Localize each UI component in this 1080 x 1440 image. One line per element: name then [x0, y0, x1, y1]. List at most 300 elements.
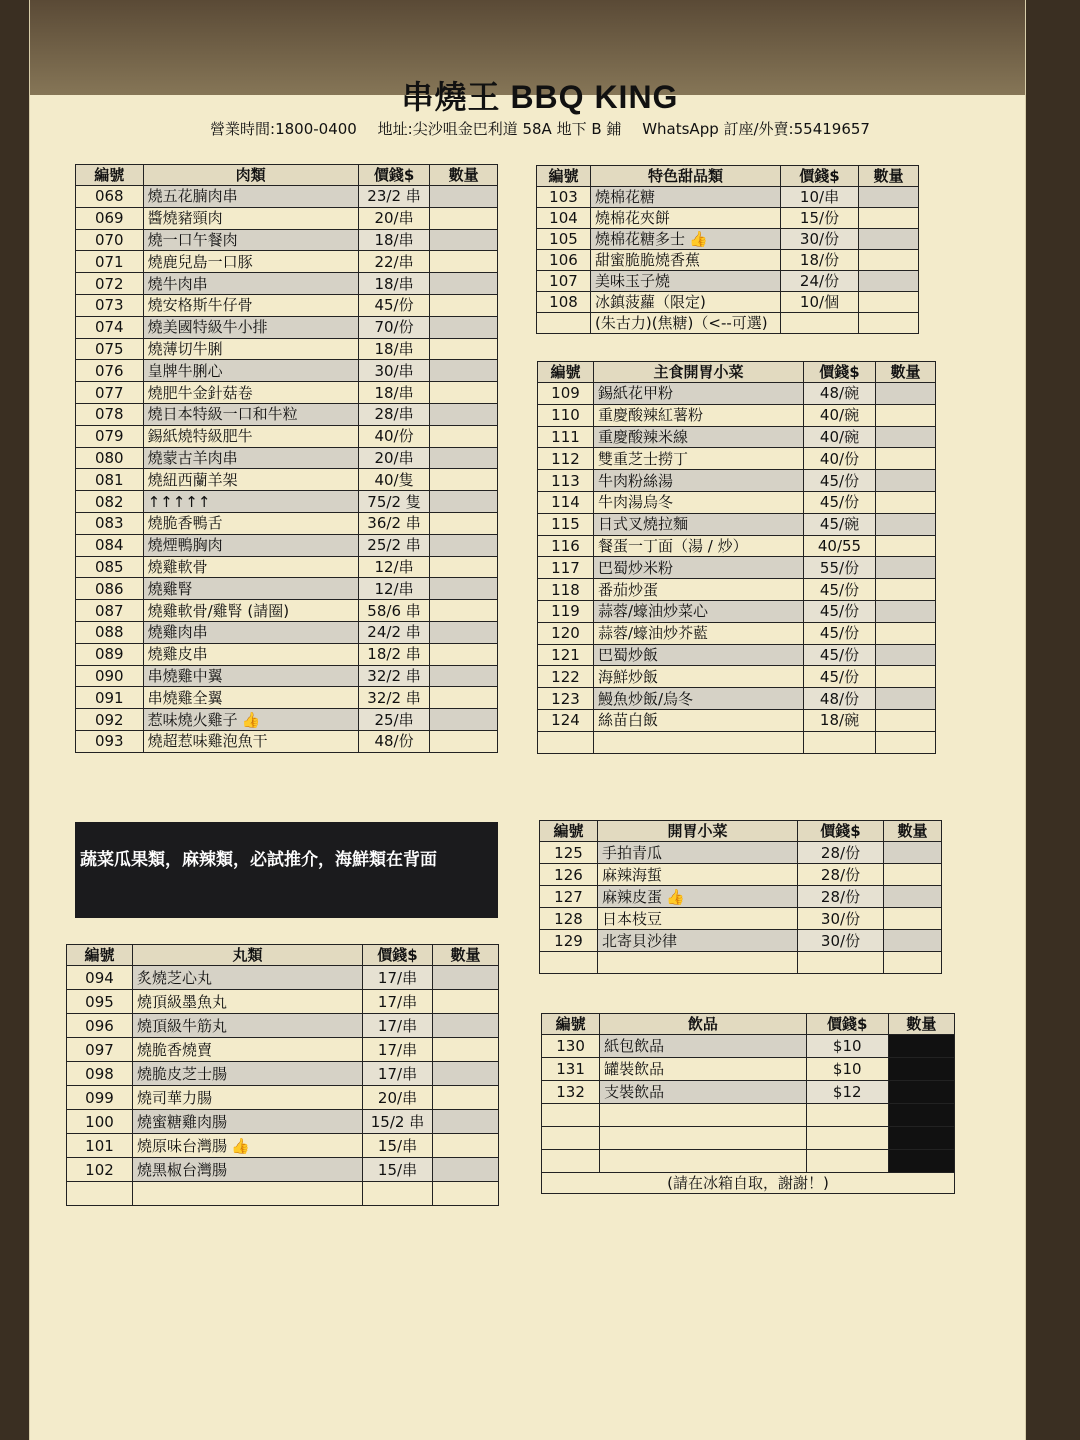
- drinks-footer-note: (請在冰箱自取，謝謝！): [542, 1173, 955, 1194]
- item-name: [133, 966, 363, 990]
- menu-row: [76, 229, 498, 251]
- item-name-text: 燒原味台灣腸: [137, 1136, 228, 1155]
- item-price-text: 15/串: [377, 1160, 418, 1179]
- item-name-text: 燒美國特級牛小排: [147, 318, 268, 337]
- item-number: [67, 1062, 133, 1086]
- item-price-text: 58/6 串: [367, 601, 421, 620]
- item-price-text: 36/2 串: [367, 514, 421, 533]
- item-name-text: ↑↑↑↑↑: [147, 492, 211, 511]
- item-qty: [884, 952, 942, 974]
- item-name: [594, 426, 804, 448]
- item-qty: [430, 730, 498, 752]
- item-qty: [876, 491, 936, 513]
- item-number: [542, 1058, 600, 1081]
- item-price: [358, 469, 430, 491]
- item-number: [540, 842, 598, 864]
- item-price: [358, 534, 430, 556]
- item-price-text: 17/串: [377, 992, 418, 1011]
- opening-hours: 營業時間:1800-0400: [210, 120, 357, 138]
- item-name-text: 燒日本特級一口和牛粒: [147, 405, 298, 424]
- item-number-text: 100: [85, 1112, 114, 1131]
- item-name-text: 燒超惹味雞泡魚干: [147, 732, 268, 751]
- col-price: 價錢$: [781, 166, 859, 187]
- item-number-text: 123: [551, 689, 580, 708]
- item-number-text: 084: [94, 536, 124, 555]
- item-price-text: 10/串: [799, 188, 840, 206]
- item-price: [358, 403, 430, 425]
- item-price-text: 45/份: [819, 580, 860, 599]
- item-qty: [876, 404, 936, 426]
- menu-row: [76, 621, 498, 643]
- item-number: [538, 557, 594, 579]
- item-price: [358, 338, 430, 360]
- item-number: [542, 1150, 600, 1173]
- menu-row: [67, 1110, 499, 1134]
- item-name: [594, 600, 804, 622]
- section-title: 肉類: [143, 165, 358, 186]
- item-name: [143, 491, 358, 513]
- section-title: 特色甜品類: [591, 166, 781, 187]
- menu-row: [538, 579, 936, 601]
- item-qty: [433, 1062, 499, 1086]
- menu-row: [76, 556, 498, 578]
- item-qty: [430, 229, 498, 251]
- item-number: [538, 426, 594, 448]
- item-price-text: 17/串: [377, 968, 418, 987]
- item-name: [143, 534, 358, 556]
- item-name-text: 日本枝豆: [602, 909, 663, 928]
- item-name: [143, 730, 358, 752]
- item-qty: [430, 382, 498, 404]
- item-name-text: 錫紙花甲粉: [598, 384, 674, 403]
- meat-table: [75, 164, 498, 753]
- item-price: [781, 271, 859, 292]
- item-number: [67, 1014, 133, 1038]
- restaurant-title: 串燒王 BBQ KING: [401, 79, 679, 115]
- item-number-text: 117: [551, 558, 580, 577]
- item-price: [781, 208, 859, 229]
- thumbs-up-icon: 👍: [241, 710, 261, 729]
- item-number: [67, 1038, 133, 1062]
- item-price: [804, 426, 876, 448]
- item-qty: [888, 1058, 954, 1081]
- item-price-text: 48/碗: [819, 384, 860, 403]
- item-price-text: 45/份: [374, 296, 414, 315]
- item-name: [600, 1081, 807, 1104]
- col-qty: 數量: [433, 945, 499, 966]
- item-name-text: 燒肥牛金針菇卷: [147, 383, 253, 402]
- menu-row: [542, 1150, 955, 1173]
- item-number: [76, 709, 144, 731]
- menu-row: [76, 578, 498, 600]
- item-price-text: 45/碗: [819, 515, 860, 534]
- item-number-text: 131: [556, 1060, 585, 1078]
- item-price-text: 45/份: [819, 493, 860, 512]
- item-qty: [859, 313, 919, 334]
- item-name: [598, 842, 798, 864]
- item-price: [358, 229, 430, 251]
- item-number: [76, 294, 144, 316]
- menu-row: [542, 1058, 955, 1081]
- item-number-text: 127: [554, 887, 583, 906]
- col-no: 編號: [76, 165, 144, 186]
- item-number: [538, 622, 594, 644]
- menu-row: [76, 273, 498, 295]
- menu-row: [540, 864, 942, 886]
- item-price: [798, 908, 884, 930]
- col-no: 編號: [67, 945, 133, 966]
- col-qty: 數量: [884, 821, 942, 842]
- item-price: [804, 666, 876, 688]
- item-name: [133, 1182, 363, 1206]
- item-price: [358, 186, 430, 208]
- item-qty: [859, 229, 919, 250]
- item-number-text: 070: [94, 230, 124, 249]
- item-number: [538, 448, 594, 470]
- item-price: [798, 886, 884, 908]
- item-price: [358, 425, 430, 447]
- address: 地址:尖沙咀金巴利道 58A 地下 B 鋪: [377, 120, 622, 138]
- item-number-text: 110: [551, 406, 580, 425]
- item-price: [363, 1038, 433, 1062]
- item-number-text: 068: [94, 187, 124, 206]
- item-price: [804, 404, 876, 426]
- item-name-text: 燒一口午餐肉: [147, 230, 238, 249]
- menu-row: [538, 535, 936, 557]
- item-number: [67, 990, 133, 1014]
- item-name: [143, 709, 358, 731]
- item-qty: [430, 621, 498, 643]
- item-qty: [433, 1182, 499, 1206]
- item-name: [594, 688, 804, 710]
- item-price-text: 23/2 串: [367, 187, 421, 206]
- item-price: [358, 273, 430, 295]
- item-name: [143, 294, 358, 316]
- item-qty: [430, 665, 498, 687]
- item-number-text: 124: [551, 711, 580, 730]
- item-name: [133, 1110, 363, 1134]
- menu-row: [537, 313, 919, 334]
- item-qty: [859, 187, 919, 208]
- item-name-text: 燒雞肉串: [147, 623, 208, 642]
- item-name: [591, 292, 781, 313]
- thumbs-up-icon: 👍: [666, 887, 685, 906]
- item-name-text: 燒五花腩肉串: [147, 187, 238, 206]
- item-price-text: 18/串: [374, 274, 414, 293]
- item-price: [804, 622, 876, 644]
- item-number-text: 125: [554, 843, 583, 862]
- item-price-text: 28/份: [820, 843, 861, 862]
- item-number: [537, 292, 591, 313]
- item-price-text: 24/份: [799, 272, 840, 290]
- item-name: [594, 535, 804, 557]
- item-price: [358, 207, 430, 229]
- item-price-text: 28/份: [820, 887, 861, 906]
- col-price: 價錢$: [806, 1014, 888, 1035]
- item-number-text: 121: [551, 645, 580, 664]
- item-number-text: 098: [85, 1064, 114, 1083]
- item-price-text: 30/份: [820, 909, 861, 928]
- item-number: [76, 469, 144, 491]
- item-qty: [433, 1014, 499, 1038]
- item-name-text: 燒雞軟骨: [147, 557, 208, 576]
- item-price-text: 28/串: [374, 405, 414, 424]
- item-name: [143, 360, 358, 382]
- item-name: [600, 1150, 807, 1173]
- menu-row: [76, 338, 498, 360]
- menu-row: [67, 1134, 499, 1158]
- item-number-text: 088: [94, 623, 124, 642]
- item-qty: [430, 294, 498, 316]
- item-name: [143, 425, 358, 447]
- item-number: [538, 644, 594, 666]
- menu-row: [540, 952, 942, 974]
- item-price-text: 12/串: [374, 557, 414, 576]
- item-name: [143, 207, 358, 229]
- item-number: [537, 229, 591, 250]
- item-name: [143, 273, 358, 295]
- menu-row: [76, 469, 498, 491]
- item-name: [598, 864, 798, 886]
- item-number-text: 089: [94, 645, 124, 664]
- item-qty: [430, 186, 498, 208]
- item-price: [363, 1158, 433, 1182]
- menu-row: [542, 1035, 955, 1058]
- item-qty: [884, 842, 942, 864]
- item-price-text: 32/2 串: [367, 688, 421, 707]
- dessert-table: [536, 165, 919, 334]
- item-qty: [859, 292, 919, 313]
- item-price: [358, 578, 430, 600]
- item-name-text: 紙包飲品: [604, 1037, 665, 1055]
- item-price: [798, 864, 884, 886]
- item-name-text: 串燒雞全翼: [147, 688, 223, 707]
- item-price-text: 17/串: [377, 1040, 418, 1059]
- item-price: [358, 665, 430, 687]
- item-name-text: 醬燒豬頸肉: [147, 209, 223, 228]
- item-price: [781, 313, 859, 334]
- item-name-text: 海鮮炒飯: [598, 667, 659, 686]
- item-price: [358, 512, 430, 534]
- item-qty: [433, 966, 499, 990]
- item-name-text: 麻辣皮蛋: [602, 887, 663, 906]
- item-price: [804, 383, 876, 405]
- item-name-text: 燒脆香燒賣: [137, 1040, 213, 1059]
- menu-row: [76, 360, 498, 382]
- item-number-text: 106: [549, 251, 578, 269]
- section-title: 主食開胃小菜: [594, 362, 804, 383]
- item-name-text: 串燒雞中翼: [147, 666, 223, 685]
- item-number-text: 085: [94, 557, 124, 576]
- item-price: [363, 990, 433, 1014]
- item-number: [76, 229, 144, 251]
- item-number: [76, 491, 144, 513]
- menu-row: [76, 403, 498, 425]
- item-name: [591, 313, 781, 334]
- item-qty: [430, 709, 498, 731]
- item-number: [76, 556, 144, 578]
- menu-row: [537, 250, 919, 271]
- item-number-text: 113: [551, 471, 580, 490]
- item-name: [594, 404, 804, 426]
- item-number: [67, 1134, 133, 1158]
- item-name: [143, 469, 358, 491]
- item-qty: [430, 425, 498, 447]
- item-number: [540, 864, 598, 886]
- info-line: [0, 118, 1080, 139]
- item-name: [594, 709, 804, 731]
- menu-row: [76, 534, 498, 556]
- item-qty: [430, 273, 498, 295]
- menu-row: [538, 426, 936, 448]
- item-name-text: 錫紙燒特級肥牛: [147, 427, 253, 446]
- item-qty: [859, 208, 919, 229]
- item-number: [67, 1158, 133, 1182]
- item-price: [804, 557, 876, 579]
- item-price-text: 30/份: [799, 230, 840, 248]
- menu-row: [538, 600, 936, 622]
- item-name: [600, 1058, 807, 1081]
- item-number: [76, 447, 144, 469]
- item-qty: [876, 448, 936, 470]
- item-price: [804, 448, 876, 470]
- item-qty: [430, 360, 498, 382]
- item-qty: [859, 271, 919, 292]
- item-name: [143, 512, 358, 534]
- item-price: [804, 513, 876, 535]
- menu-row: [537, 229, 919, 250]
- item-name-text: 冰鎮菠蘿（限定): [595, 293, 706, 311]
- item-name-text: 燒安格斯牛仔骨: [147, 296, 253, 315]
- menu-row: [538, 383, 936, 405]
- item-price: [804, 535, 876, 557]
- item-name-text: 巴蜀炒飯: [598, 645, 659, 664]
- item-price-text: 18/串: [374, 383, 414, 402]
- item-price: [804, 709, 876, 731]
- item-price: [358, 730, 430, 752]
- menu-row: [537, 292, 919, 313]
- item-name-text: 牛肉湯烏冬: [598, 493, 674, 512]
- item-number-text: 092: [94, 710, 124, 729]
- item-number-text: 075: [94, 339, 124, 358]
- item-name: [594, 579, 804, 601]
- item-number-text: 074: [94, 318, 124, 337]
- item-number-text: 073: [94, 296, 124, 315]
- item-name: [143, 665, 358, 687]
- item-name: [143, 556, 358, 578]
- item-number-text: 116: [551, 536, 580, 555]
- item-number-text: 083: [94, 514, 124, 533]
- item-number: [542, 1081, 600, 1104]
- item-number: [542, 1104, 600, 1127]
- menu-row: [538, 622, 936, 644]
- menu-row: [540, 908, 942, 930]
- item-number: [76, 643, 144, 665]
- item-name-text: 燒鹿兒島一口豚: [147, 252, 253, 271]
- item-qty: [430, 251, 498, 273]
- item-qty: [884, 930, 942, 952]
- menu-row: [538, 644, 936, 666]
- item-qty: [876, 622, 936, 644]
- item-number-text: 069: [94, 209, 124, 228]
- item-name: [143, 382, 358, 404]
- col-no: 編號: [540, 821, 598, 842]
- item-name-text: 皇牌牛脷心: [147, 361, 223, 380]
- item-price-text: $10: [832, 1037, 862, 1055]
- item-name: [133, 1038, 363, 1062]
- item-name: [591, 250, 781, 271]
- item-number: [537, 271, 591, 292]
- item-name-text: 鰻魚炒飯/烏冬: [598, 689, 694, 708]
- item-price-text: 15/串: [377, 1136, 418, 1155]
- item-name-text: 番茄炒蛋: [598, 580, 659, 599]
- item-price-text: 30/份: [820, 931, 861, 950]
- item-name-text: 炙燒芝心丸: [137, 968, 213, 987]
- menu-row: [540, 930, 942, 952]
- item-price: [358, 251, 430, 273]
- item-number-text: 097: [85, 1040, 114, 1059]
- item-number-text: 081: [94, 470, 124, 489]
- item-name: [591, 271, 781, 292]
- item-name: [143, 643, 358, 665]
- menu-row: [540, 842, 942, 864]
- item-number: [538, 666, 594, 688]
- col-no: 編號: [542, 1014, 600, 1035]
- item-number-text: 091: [94, 688, 124, 707]
- menu-row: [67, 1038, 499, 1062]
- col-no: 編號: [537, 166, 591, 187]
- item-number-text: 090: [94, 666, 124, 685]
- section-title: 丸類: [133, 945, 363, 966]
- item-number-text: 115: [551, 515, 580, 534]
- item-price: [804, 688, 876, 710]
- item-name-text: 重慶酸辣紅薯粉: [598, 406, 704, 425]
- item-price: [358, 643, 430, 665]
- item-price-text: 48/份: [819, 689, 860, 708]
- item-name: [143, 338, 358, 360]
- item-name: [591, 187, 781, 208]
- item-qty: [430, 556, 498, 578]
- item-qty: [876, 470, 936, 492]
- item-qty: [876, 600, 936, 622]
- item-price: [806, 1104, 888, 1127]
- item-number-text: 079: [94, 427, 124, 446]
- item-qty: [888, 1035, 954, 1058]
- item-price-text: 30/串: [374, 361, 414, 380]
- item-price: [806, 1127, 888, 1150]
- item-name-text: 支裝飲品: [604, 1083, 665, 1101]
- item-number-text: 126: [554, 865, 583, 884]
- item-name-text: 蒜蓉/蠔油炒菜心: [598, 602, 709, 621]
- item-number: [67, 966, 133, 990]
- item-price-text: 28/份: [820, 865, 861, 884]
- item-name-text: 燒黑椒台灣腸: [137, 1160, 228, 1179]
- item-price-text: 20/串: [374, 448, 414, 467]
- item-name: [133, 1134, 363, 1158]
- item-price: [804, 644, 876, 666]
- item-price-text: 18/碗: [819, 711, 860, 730]
- item-name: [143, 687, 358, 709]
- item-name: [143, 316, 358, 338]
- item-price: [358, 600, 430, 622]
- item-price-text: 55/份: [819, 558, 860, 577]
- item-price: [358, 709, 430, 731]
- item-price-text: 18/串: [374, 230, 414, 249]
- item-number-text: 129: [554, 931, 583, 950]
- menu-row: [76, 600, 498, 622]
- item-qty: [430, 600, 498, 622]
- item-name-text: 巴蜀炒米粉: [598, 558, 674, 577]
